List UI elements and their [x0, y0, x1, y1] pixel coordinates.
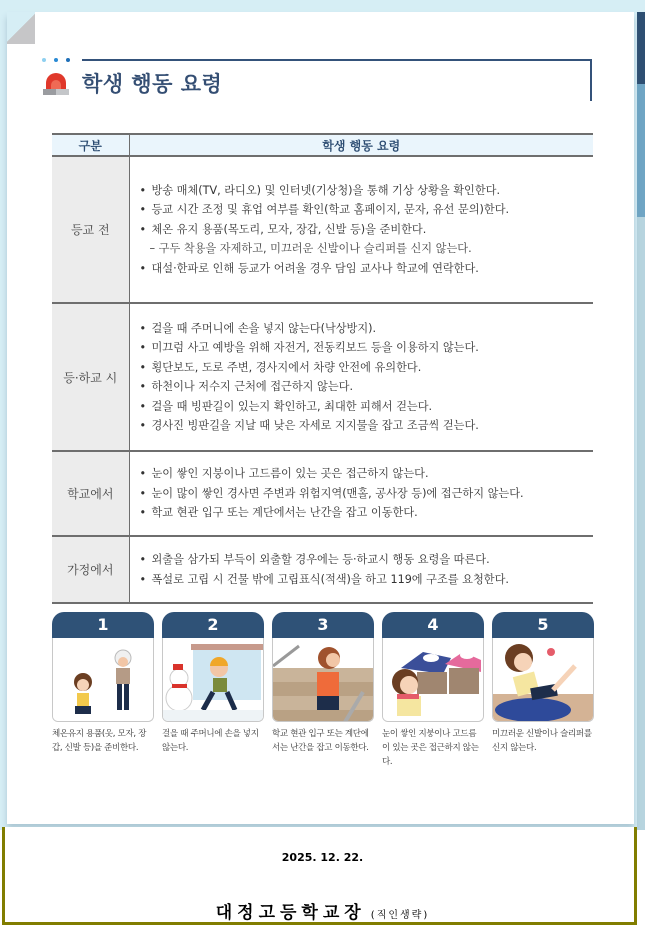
snowy-roof-illustration: [382, 638, 484, 722]
dot-icon: [54, 58, 58, 62]
signature-line: [0, 898, 645, 923]
guideline-item: • 걸을 때 빙판길이 있는지 확인하고, 최대한 피해서 걷는다.: [140, 397, 586, 417]
page-corner-fold: [7, 12, 35, 44]
card-number: 4: [382, 612, 484, 638]
row-category: 등교 전: [52, 156, 129, 303]
guideline-item: • 대설·한파로 인해 등교가 어려울 경우 담임 교사나 학교에 연락한다.: [140, 259, 586, 279]
boy-snowman-icon: [163, 638, 263, 722]
bullet-icon: •: [139, 183, 147, 197]
girl-slipping-icon: [493, 638, 593, 722]
guideline-subitem: – 구두 착용을 자제하고, 미끄러운 신발이나 슬리퍼를 신지 않는다.: [149, 242, 472, 256]
children-winter-clothes-icon: [53, 638, 153, 722]
guideline-item: • 경사진 빙판길을 지날 때 낮은 자세로 지지물을 잡고 조금씩 걷는다.: [140, 416, 586, 436]
card-caption: 미끄러운 신발이나 슬리퍼를 신지 않는다.: [492, 729, 592, 753]
snowman-walking-illustration: [162, 638, 264, 722]
scrollbar[interactable]: [637, 12, 645, 830]
guideline-item: • 체온 유지 용품(목도리, 모자, 장갑, 신발 등)을 준비한다.: [140, 220, 586, 240]
title-frame-line: [590, 59, 592, 101]
guideline-item: • 등교 시간 조정 및 휴업 여부를 확인(학교 홈페이지, 문자, 유선 문의)한다.: [140, 200, 586, 220]
title-dots-decoration: [42, 58, 70, 62]
bullet-icon: •: [139, 261, 147, 275]
guideline-item: • 외출을 삼가되 부득이 외출할 경우에는 등·하교시 행동 요령을 따른다.: [140, 550, 586, 570]
title-frame-line: [82, 59, 592, 61]
row-category: 학교에서: [52, 451, 129, 536]
guideline-item: • 횡단보도, 도로 주변, 경사지에서 차량 안전에 유의한다.: [140, 358, 586, 378]
row-guidelines: [129, 536, 593, 603]
girl-stairs-icon: [273, 638, 373, 722]
table-row: [52, 536, 593, 603]
bullet-icon: •: [139, 399, 147, 413]
column-header-guidelines: 학생 행동 요령: [129, 134, 593, 156]
row-guidelines: [129, 303, 593, 451]
bullet-icon: •: [139, 341, 147, 354]
page-title: 학생 행동 요령: [82, 72, 223, 96]
guideline-item: • 눈이 쌓인 지붕이나 고드름이 있는 곳은 접근하지 않는다.: [140, 464, 586, 484]
bullet-icon: •: [139, 572, 147, 586]
bullet-icon: •: [139, 506, 147, 520]
bullet-icon: •: [139, 360, 147, 374]
guideline-item: • 하천이나 저수지 근처에 접근하지 않는다.: [140, 377, 586, 397]
table-row: [52, 451, 593, 536]
column-header-category: 구분: [52, 134, 129, 156]
table-row: [52, 156, 593, 303]
girl-roof-icon: [383, 638, 483, 722]
illustration-card: [272, 612, 374, 769]
table-row: [52, 303, 593, 451]
guideline-item: • 걸을 때 주머니에 손을 넣지 않는다(낙상방지).: [140, 319, 586, 339]
siren-icon: [43, 72, 69, 96]
card-number: 3: [272, 612, 374, 638]
card-caption: 걸을 때 주머니에 손을 넣지 않는다.: [162, 729, 259, 753]
row-guidelines: [129, 451, 593, 536]
bullet-icon: •: [139, 419, 147, 432]
guideline-item: • 눈이 많이 쌓인 경사면 주변과 위험지역(맨홀, 공사장 등)에 접근하지 않는다.: [140, 484, 586, 504]
illustration-card: [162, 612, 264, 769]
bullet-icon: •: [139, 553, 147, 566]
row-guidelines: [129, 156, 593, 303]
signer-name: 대정고등학교장: [215, 903, 366, 923]
illustration-card: [52, 612, 154, 769]
row-category: 가정에서: [52, 536, 129, 603]
slipping-illustration: [492, 638, 594, 722]
card-caption: 눈이 쌓인 지붕이나 고드름이 있는 곳은 접근하지 않는다.: [382, 729, 479, 767]
illustration-cards: [52, 612, 594, 769]
bullet-icon: •: [139, 321, 147, 335]
guideline-item: • 방송 매체(TV, 라디오) 및 인터넷(기상청)을 통해 기상 상황을 확인한다.: [140, 181, 586, 201]
bullet-icon: •: [139, 486, 147, 500]
card-number: 2: [162, 612, 264, 638]
guideline-item: • 학교 현관 입구 또는 계단에서는 난간을 잡고 이동한다.: [140, 503, 586, 523]
dot-icon: [66, 58, 70, 62]
issue-date: 2025. 12. 22.: [281, 851, 364, 864]
bullet-icon: •: [139, 203, 147, 217]
card-number: 1: [52, 612, 154, 638]
guideline-item: • 미끄럼 사고 예방을 위해 자전거, 전동킥보드 등을 이용하지 않는다.: [140, 338, 586, 358]
table-header-row: [52, 134, 593, 156]
card-caption: 학교 현관 입구 또는 계단에서는 난간을 잡고 이동한다.: [272, 729, 369, 753]
bullet-icon: •: [139, 222, 147, 236]
guideline-item: • 폭설로 고립 시 건물 밖에 고립표식(적색)을 하고 119에 구조를 요청한다.: [140, 570, 586, 590]
bullet-icon: •: [139, 380, 147, 393]
behavior-guide-table: [52, 133, 593, 604]
winter-clothes-illustration: [52, 638, 154, 722]
seal-note: (직인생략): [370, 910, 430, 921]
card-caption: 체온유지 용품(옷, 모자, 장갑, 신발 등)을 준비한다.: [52, 729, 147, 753]
bullet-icon: •: [139, 467, 147, 481]
dot-icon: [42, 58, 46, 62]
card-number: 5: [492, 612, 594, 638]
illustration-card: [382, 612, 484, 769]
row-category: 등·하교 시: [52, 303, 129, 451]
illustration-card: [492, 612, 594, 769]
stair-railing-illustration: [272, 638, 374, 722]
